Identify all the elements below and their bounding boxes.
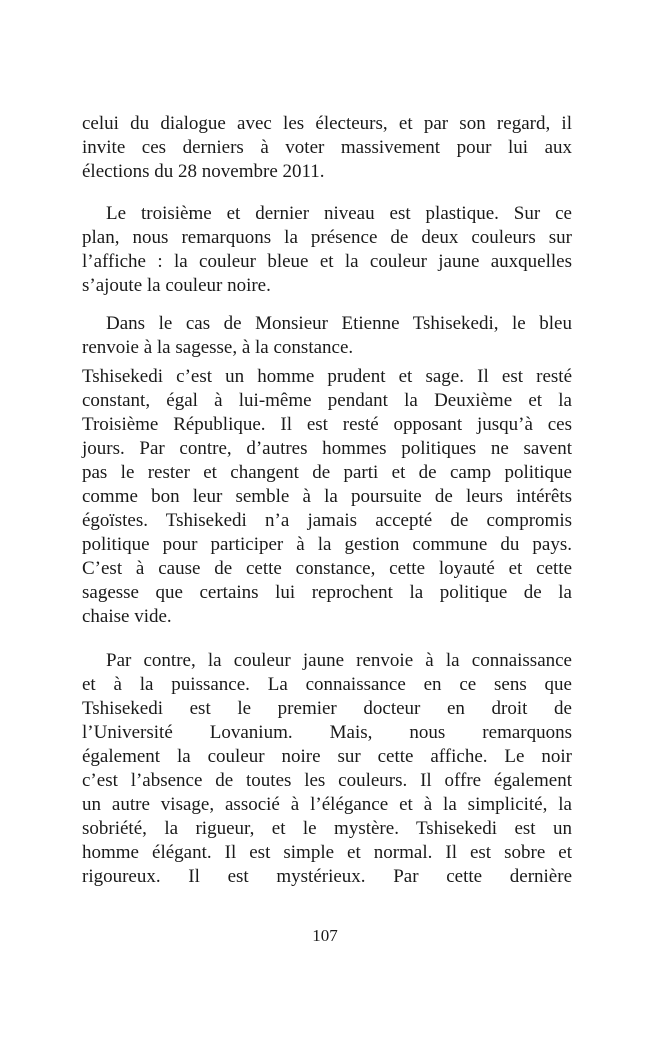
paragraph — [82, 649, 572, 889]
text-line: comme bon leur semble à la poursuite de leurs intérêts — [82, 486, 572, 507]
text-line: renvoie à la sagesse, à la constance. — [82, 337, 354, 358]
page-body — [82, 112, 572, 889]
text-line: homme élégant. Il est simple et normal. Il est sobre et — [82, 842, 572, 863]
text-line: plan, nous remarquons la présence de deux couleurs sur — [82, 227, 572, 248]
text-line: celui du dialogue avec les électeurs, et par son regard, il — [82, 113, 572, 134]
text-line: Tshisekedi est le premier docteur en droit de — [82, 698, 572, 719]
text-line: également la couleur noire sur cette affiche. Le noir — [82, 746, 572, 767]
text-line: égoïstes. Tshisekedi n’a jamais accepté de compromis — [82, 510, 572, 531]
text-line: Troisième République. Il est resté opposant jusqu’à ces — [82, 414, 572, 435]
text-line: politique pour participer à la gestion commune du pays. — [82, 534, 572, 555]
text-line: sagesse que certains lui reprochent la politique de la — [82, 582, 572, 603]
page-number: 107 — [312, 926, 338, 945]
text-line: invite ces derniers à voter massivement pour lui aux — [82, 137, 572, 158]
paragraph — [82, 365, 572, 629]
text-line: jours. Par contre, d’autres hommes politiques ne savent — [82, 438, 572, 459]
text-line: Tshisekedi c’est un homme prudent et sage. Il est resté — [82, 366, 572, 387]
paragraph — [82, 202, 572, 298]
text-line: l’affiche : la couleur bleue et la couleur jaune auxquelles — [82, 251, 572, 272]
text-line: rigoureux. Il est mystérieux. Par cette dernière — [82, 866, 572, 887]
paragraph — [82, 112, 572, 184]
text-line: C’est à cause de cette constance, cette loyauté et cette — [82, 558, 572, 579]
text-line: constant, égal à lui-même pendant la Deuxième et la — [82, 390, 572, 411]
text-line: un autre visage, associé à l’élégance et à la simplicité, la — [82, 794, 572, 815]
text-line: l’Université Lovanium. Mais, nous remarquons — [82, 722, 572, 743]
text-line: sobriété, la rigueur, et le mystère. Tshisekedi est un — [82, 818, 572, 839]
text-line: Dans le cas de Monsieur Etienne Tshisekedi, le bleu — [106, 313, 572, 334]
paragraph — [82, 312, 572, 360]
text-line: pas le rester et changent de parti et de camp politique — [82, 462, 572, 483]
text-line: c’est l’absence de toutes les couleurs. Il offre également — [82, 770, 572, 791]
text-line: s’ajoute la couleur noire. — [82, 275, 271, 296]
text-line: Le troisième et dernier niveau est plastique. Sur ce — [106, 203, 572, 224]
text-line: Par contre, la couleur jaune renvoie à la connaissance — [106, 650, 572, 671]
text-line: chaise vide. — [82, 606, 172, 627]
text-line: et à la puissance. La connaissance en ce sens que — [82, 674, 572, 695]
text-line: élections du 28 novembre 2011. — [82, 161, 325, 182]
